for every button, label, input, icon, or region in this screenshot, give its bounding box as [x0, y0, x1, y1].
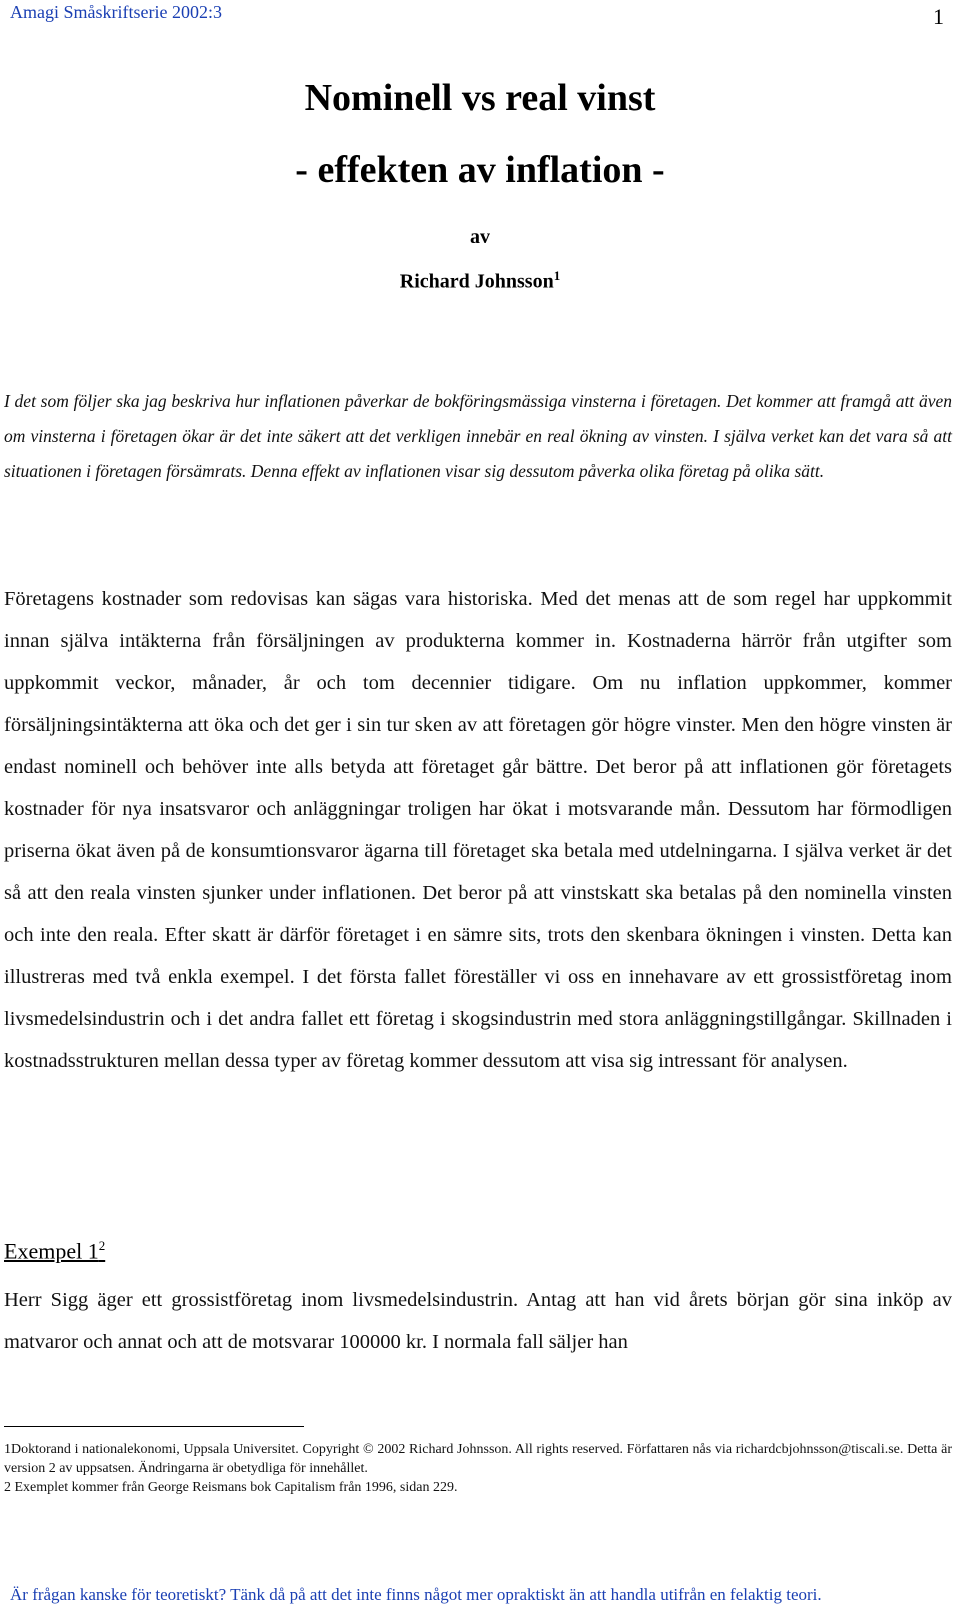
author-line [0, 268, 960, 294]
footer-quote-link[interactable]: Är frågan kanske för teoretiskt? Tänk då på att det inte finns något mer opraktiskt än att handla utifrån en felaktig teori. [10, 1585, 822, 1604]
footnotes [4, 1440, 952, 1497]
series-header: Amagi Småskriftserie 2002:3 [10, 2, 222, 22]
author-name: Richard Johnsson [399, 270, 554, 293]
example-paragraph: Herr Sigg äger ett grossistföretag inom livsmedelsindustrin. Antag att han vid årets början gör sina inköp av matvaror och annat och att de motsvarar 100000 kr. I normala fall säljer han [4, 1289, 952, 1353]
example-footnote-ref: 2 [98, 1238, 106, 1253]
example-heading [4, 1238, 105, 1264]
document-subtitle: - effekten av inflation - [295, 149, 665, 191]
document-title: Nominell vs real vinst [304, 77, 656, 119]
author-footnote-ref: 1 [553, 268, 561, 283]
footnote-divider [4, 1426, 304, 1427]
byline-by: av [470, 226, 490, 248]
page-number: 1 [933, 4, 944, 29]
footnote-2: 2 Exemplet kommer från George Reismans bok Capitalism från 1996, sidan 229. [4, 1480, 458, 1495]
footnote-1: 1Doktorand i nationalekonomi, Uppsala Universitet. Copyright © 2002 Richard Johnsson. All rights reserved. Författaren nås via richardcbjohnsson@tiscali.se. Detta är version 2 av uppsatsen. Ändringarna är obetydliga för innehållet. [4, 1442, 952, 1476]
example-heading-text: Exempel 1 [4, 1238, 99, 1264]
intro-paragraph: I det som följer ska jag beskriva hur inflationen påverkar de bokföringsmässiga vinsterna i företagen. Det kommer att framgå att även om vinsterna i företagen ökar är det inte säkert att det verkligen innebär en real ökning av vinsten. I själva verket kan det vara så att situationen i företagen försämrats. Denna effekt av inflationen visar sig dessutom påverka olika företag på olika sätt. [4, 391, 952, 481]
body-paragraph: Företagens kostnader som redovisas kan sägas vara historiska. Med det menas att de som regel har uppkommit innan själva intäkterna från försäljningen av produkterna kommer in. Kostnaderna härrör från utgifter som uppkommit veckor, månader, år och tom decennier tidigare. Om nu inflation uppkommer, kommer försäljningsintäkterna att öka och det ger i sin tur sken av att företagen gör högre vinster. Men den högre vinsten är endast nominell och behöver inte alls betyda att företaget går bättre. Det beror på att inflationen gör företagets kostnader för nya insatsvaror och anläggningar troligen har ökat i motsvarande mån. Dessutom har förmodligen priserna ökat även på de konsumtionsvaror ägarna till företaget ska betala med utdelningarna. I själva verket är det så att den reala vinsten sjunker under inflationen. Det beror på att vinstskatt ska betalas på den nominella vinsten och inte den reala. Efter skatt är därför företaget i en sämre sits, trots den skenbara ökningen i vinsten. Detta kan illustreras med två enkla exempel. I det första fallet föreställer vi oss en innehavare av ett grossistföretag inom livsmedelsindustrin och i det andra fallet ett företag i skogsindustrin med stora anläggningstillgångar. Skillnaden i kostnadsstrukturen mellan dessa typer av företag kommer dessutom att visa sig intressant för analysen. [4, 588, 952, 1072]
